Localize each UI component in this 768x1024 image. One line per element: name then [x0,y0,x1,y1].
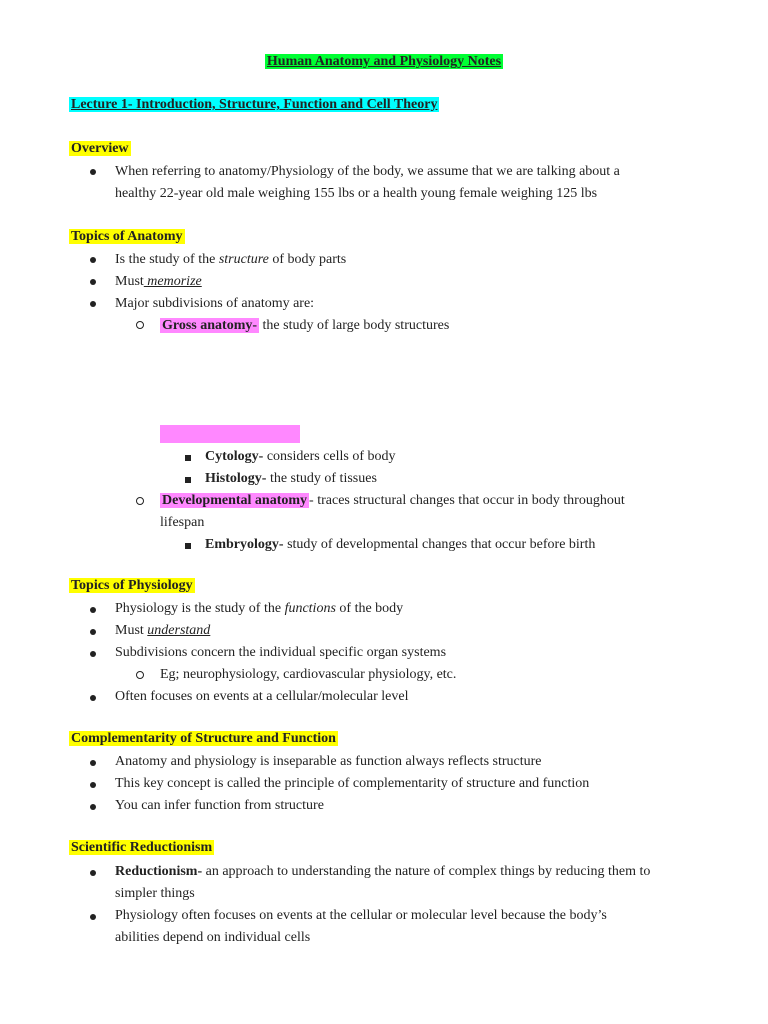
bullet-circle-icon [135,494,145,510]
bullet-dot-icon [88,296,98,312]
anatomy-bullet-1 [115,249,705,271]
gross-anatomy-definition: the study of large body structures [259,318,450,333]
gross-anatomy-item [160,315,700,337]
physiology-bullet-1-post: of the body [335,601,404,616]
cytology-item [205,446,705,468]
complementarity-bullet-2: This key concept is called the principle of complementarity of structure and function [115,776,590,791]
complementarity-heading-text: Complementarity of Structure and Function [71,731,336,746]
physiology-heading [69,578,195,594]
physiology-bullet-4: Often focuses on events at a cellular/molecular level [115,689,409,704]
bullet-dot-icon [88,777,98,793]
physiology-bullet-1-pre: Physiology is the study of the [115,601,285,616]
lecture-heading [69,97,439,113]
reductionism-heading-text: Scientific Reductionism [71,840,213,855]
physiology-bullet-1-emphasis: functions [284,601,336,616]
bullet-dot-icon [88,909,98,925]
reductionism-definition-line-2: simpler things [115,886,195,901]
bullet-square-icon [183,472,193,488]
physiology-heading-text: Topics of Physiology [71,578,193,593]
developmental-anatomy-definition-line-2: lifespan [160,515,205,530]
overview-bullet-1-line-2: healthy 22-year old male weighing 155 lbs or a health young female weighing 125 lbs [115,186,598,201]
bullet-dot-icon [88,274,98,290]
overview-heading-text: Overview [71,141,129,156]
physiology-bullet-2-pre: Must [115,623,148,638]
reductionism-bullet-2 [115,905,705,949]
physiology-bullet-3: Subdivisions concern the individual specific organ systems [115,645,447,660]
complementarity-bullet-1: Anatomy and physiology is inseparable as function always reflects structure [115,754,542,769]
overview-heading [69,141,131,157]
document-title [0,54,768,70]
lecture-heading-text: Lecture 1- Introduction, Structure, Function and Cell Theory [71,97,438,112]
histology-definition: the study of tissues [266,471,377,486]
histology-item [205,468,705,490]
anatomy-bullet-2 [115,271,705,293]
reductionism-definition-line-1: an approach to understanding the nature of complex things by reducing them to [202,864,651,879]
physiology-bullet-2-emphasis: understand [147,623,211,638]
reductionism-term: Reductionism- [115,864,203,879]
cytology-term: Cytology- [205,449,264,464]
bullet-square-icon [183,450,193,466]
bullet-dot-icon [88,755,98,771]
complementarity-heading [69,731,338,747]
reductionism-heading [69,840,214,856]
document-title-text: Human Anatomy and Physiology Notes [266,54,502,69]
bullet-dot-icon [88,164,98,180]
physiology-bullet-1 [115,598,705,620]
overview-bullet-1-line-1: When referring to anatomy/Physiology of the body, we assume that we are talking about a [115,164,620,179]
anatomy-bullet-2-emphasis: memorize [143,274,202,289]
bullet-dot-icon [88,624,98,640]
bullet-dot-icon [88,799,98,815]
gross-anatomy-term: Gross anatomy- [162,318,258,333]
reductionism-bullet-1 [115,861,705,905]
embryology-item [205,534,705,556]
anatomy-bullet-1-post: of body parts [268,252,347,267]
bullet-circle-icon [135,668,145,684]
embryology-term: Embryology- [205,537,284,552]
bullet-square-icon [183,538,193,554]
cytology-definition: considers cells of body [263,449,396,464]
developmental-anatomy-definition-line-1: - traces structural changes that occur in body throughout [309,493,625,508]
embryology-definition: study of developmental changes that occur before birth [283,537,596,552]
developmental-anatomy-item [160,490,700,534]
anatomy-bullet-2-pre: Must [115,274,144,289]
overview-bullet-1 [115,161,705,205]
physiology-bullet-3-sub: Eg; neurophysiology, cardiovascular physiology, etc. [160,667,457,682]
anatomy-heading [69,229,185,245]
bullet-circle-icon [135,318,145,334]
pink-highlight-block [160,425,300,443]
physiology-bullet-2 [115,620,705,642]
developmental-anatomy-term: Developmental anatomy [162,493,308,508]
bullet-dot-icon [88,252,98,268]
anatomy-heading-text: Topics of Anatomy [71,229,183,244]
anatomy-bullet-1-pre: Is the study of the [115,252,219,267]
anatomy-bullet-1-emphasis: structure [218,252,269,267]
complementarity-bullet-3: You can infer function from structure [115,798,324,813]
bullet-dot-icon [88,646,98,662]
bullet-dot-icon [88,690,98,706]
histology-term: Histology- [205,471,267,486]
bullet-dot-icon [88,602,98,618]
bullet-dot-icon [88,865,98,881]
reductionism-bullet-2-line-2: abilities depend on individual cells [115,930,311,945]
anatomy-bullet-3: Major subdivisions of anatomy are: [115,296,315,311]
reductionism-bullet-2-line-1: Physiology often focuses on events at the cellular or molecular level because the body’s [115,908,607,923]
